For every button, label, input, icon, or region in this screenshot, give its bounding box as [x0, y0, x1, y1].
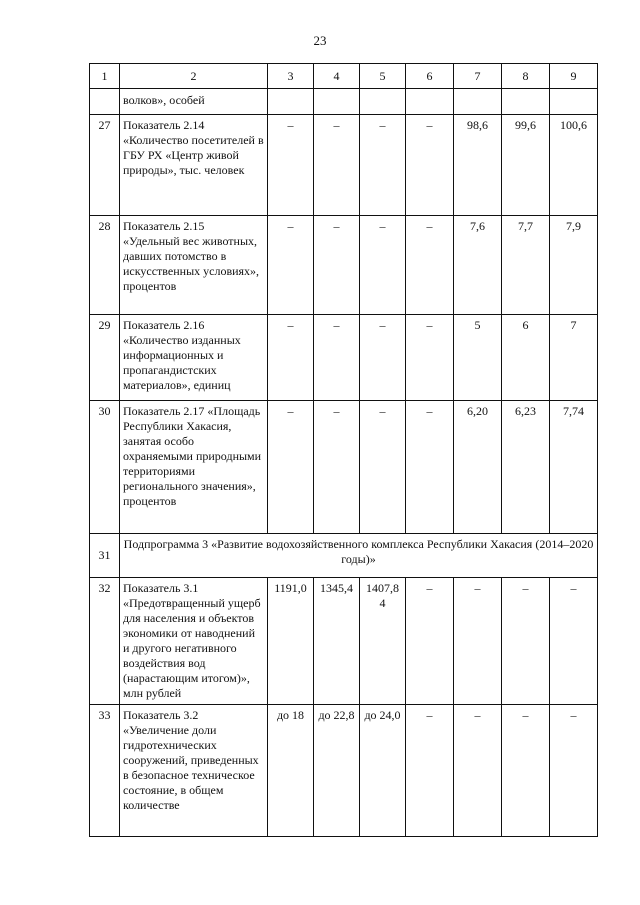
value-cell: – — [268, 216, 314, 315]
value-cell: – — [268, 401, 314, 534]
header-cell: 9 — [550, 64, 598, 89]
value-cell: – — [406, 705, 454, 837]
row-number: 30 — [90, 401, 120, 534]
value-cell: – — [360, 401, 406, 534]
value-cell: – — [502, 705, 550, 837]
value-cell — [550, 89, 598, 115]
value-cell — [502, 89, 550, 115]
row-number — [90, 89, 120, 115]
table-header-row — [90, 64, 598, 89]
value-cell: – — [314, 115, 360, 216]
row-number: 27 — [90, 115, 120, 216]
value-cell: – — [406, 315, 454, 401]
value-cell — [268, 89, 314, 115]
value-cell: – — [406, 578, 454, 705]
indicator-description: Показатель 3.2 «Увеличение доли гидротехнических сооружений, приведенных в безопасное техническое состояние, в общем количестве — [120, 705, 268, 837]
value-cell: – — [360, 115, 406, 216]
indicator-description: волков», особей — [120, 89, 268, 115]
header-cell: 4 — [314, 64, 360, 89]
table-row — [90, 578, 598, 705]
table-row — [90, 89, 598, 115]
value-cell: – — [360, 315, 406, 401]
subprogram-title: Подпрограмма 3 «Развитие водохозяйственного комплекса Республики Хакасия (2014–2020 годы)» — [120, 534, 598, 578]
value-cell: – — [314, 216, 360, 315]
indicator-description: Показатель 2.17 «Площадь Республики Хакасия, занятая особо охраняемыми природными территориями регионального значения», процентов — [120, 401, 268, 534]
value-cell: до 22,8 — [314, 705, 360, 837]
value-cell — [314, 89, 360, 115]
value-cell: 7,6 — [454, 216, 502, 315]
value-cell: 7,7 — [502, 216, 550, 315]
value-cell: 6 — [502, 315, 550, 401]
value-cell: – — [550, 578, 598, 705]
header-cell: 2 — [120, 64, 268, 89]
subprogram-row — [90, 534, 598, 578]
value-cell: до 18 — [268, 705, 314, 837]
row-number: 28 — [90, 216, 120, 315]
header-cell: 3 — [268, 64, 314, 89]
indicator-description: Показатель 2.16 «Количество изданных информационных и пропагандистских материалов», единиц — [120, 315, 268, 401]
value-cell: – — [454, 705, 502, 837]
value-cell — [406, 89, 454, 115]
header-cell: 6 — [406, 64, 454, 89]
value-cell: – — [454, 578, 502, 705]
header-cell: 8 — [502, 64, 550, 89]
value-cell: – — [268, 115, 314, 216]
row-number: 33 — [90, 705, 120, 837]
table-row — [90, 401, 598, 534]
row-number: 29 — [90, 315, 120, 401]
value-cell: 100,6 — [550, 115, 598, 216]
value-cell: – — [550, 705, 598, 837]
indicator-description: Показатель 2.14 «Количество посетителей в ГБУ РХ «Центр живой природы», тыс. человек — [120, 115, 268, 216]
value-cell: – — [314, 315, 360, 401]
value-cell: – — [360, 216, 406, 315]
row-number: 32 — [90, 578, 120, 705]
value-cell: 1191,0 — [268, 578, 314, 705]
value-cell: 6,23 — [502, 401, 550, 534]
value-cell: – — [406, 401, 454, 534]
value-cell — [360, 89, 406, 115]
value-cell: 7,74 — [550, 401, 598, 534]
value-cell: 7 — [550, 315, 598, 401]
value-cell: 5 — [454, 315, 502, 401]
header-cell: 1 — [90, 64, 120, 89]
value-cell: – — [502, 578, 550, 705]
value-cell: 6,20 — [454, 401, 502, 534]
value-cell: 1345,4 — [314, 578, 360, 705]
value-cell: до 24,0 — [360, 705, 406, 837]
header-cell: 5 — [360, 64, 406, 89]
indicator-description: Показатель 3.1 «Предотвращенный ущерб для населения и объектов экономики от наводнений и другого негативного воздействия вод (нарастающим итогом)», млн рублей — [120, 578, 268, 705]
value-cell: – — [268, 315, 314, 401]
page-number: 23 — [313, 33, 327, 48]
table-row — [90, 705, 598, 837]
value-cell: 98,6 — [454, 115, 502, 216]
value-cell: – — [406, 216, 454, 315]
header-cell: 7 — [454, 64, 502, 89]
value-cell: 1407,8 4 — [360, 578, 406, 705]
value-cell: 7,9 — [550, 216, 598, 315]
value-cell — [454, 89, 502, 115]
value-cell: – — [406, 115, 454, 216]
table-row — [90, 315, 598, 401]
value-cell: – — [314, 401, 360, 534]
indicator-description: Показатель 2.15 «Удельный вес животных, давших потомство в искусственных условиях», процентов — [120, 216, 268, 315]
table-row — [90, 115, 598, 216]
value-cell: 99,6 — [502, 115, 550, 216]
table-row — [90, 216, 598, 315]
indicators-table — [89, 63, 598, 837]
row-number: 31 — [90, 534, 120, 578]
